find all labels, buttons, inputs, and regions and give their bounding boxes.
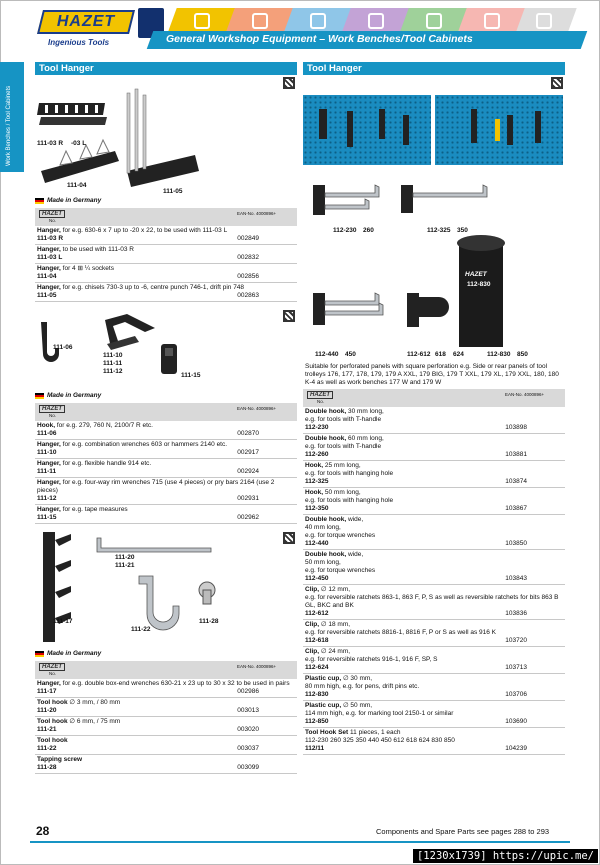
- page-title: General Workshop Equipment – Work Benches/Tool Cabinets: [166, 33, 473, 45]
- table-row: Plastic cup, ∅ 50 mm, 114 mm high, e.g. for marking tool 2150-1 or similar 112-850 103690: [303, 701, 565, 728]
- tagline: Ingenious Tools: [48, 38, 110, 47]
- label-111-10: 111-10: [103, 352, 123, 359]
- right-column: [303, 62, 565, 755]
- cup-number-label: 112-830: [467, 281, 491, 288]
- qr-code-icon: [283, 310, 295, 322]
- product-image-111-06: [35, 308, 297, 390]
- table-group-1: [35, 226, 297, 302]
- label-111-12: 111-12: [103, 368, 123, 375]
- right-section-title: Tool Hanger: [303, 62, 565, 75]
- side-tab: Work Benches / Tool Cabinets: [0, 62, 24, 172]
- label-618: 618: [435, 351, 446, 358]
- hanger-illustration-2: [35, 308, 297, 390]
- label-111-11: 111-11: [103, 360, 123, 367]
- page-number: 28: [36, 824, 50, 838]
- table-row: Tool hook ∅ 3 mm, / 80 mm 111-20 003013: [35, 698, 297, 717]
- table-header: HAZET No. EAN-No. 4000896+: [35, 208, 297, 226]
- label-111-17: 111-17: [53, 618, 73, 625]
- watermark: [1230x1739] https://upic.me/: [413, 849, 598, 863]
- table-row: Hanger, for e.g. 630-6 x 7 up to -20 x 22, to be used with 111-03 L 111-03 R 002849: [35, 226, 297, 245]
- table-group-2: [35, 421, 297, 524]
- german-flag-icon: [35, 198, 44, 204]
- brand-logo: HAZET Ingenious Tools: [40, 10, 132, 50]
- qr-code-icon: [283, 77, 295, 89]
- table-row: Hook, 25 mm long, e.g. for tools with hanging hole 112-325 103874: [303, 461, 565, 488]
- table-row: Tool hook 111-22 003037: [35, 736, 297, 755]
- table-row: Hanger, for e.g. tape measures 111-15 002962: [35, 505, 297, 524]
- hook-illustrations: [303, 75, 565, 347]
- label-03-l: -03 L: [71, 140, 87, 147]
- spare-parts-reference: Components and Spare Parts see pages 288 to 293: [376, 827, 550, 836]
- label-111-15: 111-15: [181, 372, 201, 379]
- label-111-20: 111-20: [115, 554, 135, 561]
- product-image-111-17: [35, 530, 297, 648]
- label-111-06: 111-06: [53, 344, 73, 351]
- table-row: Clip, ∅ 12 mm, e.g. for reversible ratchets 863-1, 863 F, P, S as well as reversible ratchets for bits 863 B GL, BKC and BK 112-612 103836: [303, 585, 565, 620]
- german-flag-icon: [35, 651, 44, 657]
- label-850: 850: [517, 351, 528, 358]
- table-row: Double hook, wide, 40 mm long, e.g. for torque wrenches 112-440 103850: [303, 515, 565, 550]
- table-row: Tapping screw 111-28 003099: [35, 755, 297, 774]
- table-row: Hanger, for e.g. combination wrenches 603 or hammers 2140 etc. 111-10 002917: [35, 440, 297, 459]
- table-header: HAZET No. EAN-No. 4000896+: [303, 389, 565, 407]
- table-row: Tool Hook Set 11 pieces, 1 each 112-230 260 325 350 440 450 612 618 624 830 850 112/11 104239: [303, 728, 565, 755]
- label-112-325: 112-325: [427, 227, 451, 234]
- product-image-112: [303, 75, 565, 358]
- label-260: 260: [363, 227, 374, 234]
- table-row: Double hook, 60 mm long, e.g. for tools with T-handle 112-260 103881: [303, 434, 565, 461]
- made-in-germany: Made in Germany: [35, 392, 297, 399]
- label-450: 450: [345, 351, 356, 358]
- label-111-04: 111-04: [67, 182, 87, 189]
- table-header: HAZET No. EAN-No. 4000896+: [35, 403, 297, 421]
- german-flag-icon: [35, 393, 44, 399]
- table-row: Hook, 50 mm long, e.g. for tools with hanging hole 112-350 103867: [303, 488, 565, 515]
- table-row: Hanger, for e.g. double box-end wrenches 630-21 x 23 up to 30 x 32 to be used in pairs 111-17 002986: [35, 679, 297, 698]
- label-111-22: 111-22: [131, 626, 151, 633]
- left-section-title: Tool Hanger: [35, 62, 297, 75]
- table-row: Hanger, to be used with 111-03 R 111-03 L 002832: [35, 245, 297, 264]
- product-image-111-03: [35, 75, 297, 195]
- label-112-830: 112-830: [487, 351, 511, 358]
- table-row: Hanger, for 4 ⊞ ¼ sockets 111-04 002856: [35, 264, 297, 283]
- intro-text: Suitable for perforated panels with square perforation e.g. Side or rear panels of tool trolleys 176, 177, 178, 179, 179 A XXL, 179 BIG, 179 T XXL, 179 XL, 179 XXL, 180, 180 K-4 as well as work benches 177 W and 179 W: [305, 363, 559, 386]
- label-112-230: 112-230: [333, 227, 357, 234]
- table-row: Double hook, wide, 50 mm long, e.g. for torque wrenches 112-450 103843: [303, 550, 565, 585]
- table-row: Double hook, 30 mm long, e.g. for tools with T-handle 112-230 103898: [303, 407, 565, 434]
- label-111-03-r: 111-03 R: [37, 140, 64, 147]
- label-350: 350: [457, 227, 468, 234]
- made-in-germany: Made in Germany: [35, 650, 297, 657]
- table-row: Hook, for e.g. 279, 760 N, 2100/7 R etc. 111-06 002870: [35, 421, 297, 440]
- left-column: [35, 62, 297, 774]
- label-624: 624: [453, 351, 464, 358]
- table-row: Hanger, for e.g. chisels 730-3 up to -6, centre punch 746-1, drift pin 748 111-05 002863: [35, 283, 297, 302]
- footer-rule: [30, 841, 570, 843]
- table-row: Hanger, for e.g. flexible handle 914 etc. 111-11 002924: [35, 459, 297, 478]
- hanger-illustration-3: [35, 530, 297, 648]
- table-row: Clip, ∅ 24 mm, e.g. for reversible ratchets 916-1, 916 F, SP, S 112-624 103713: [303, 647, 565, 674]
- table-row: Plastic cup, ∅ 30 mm, 80 mm high, e.g. for pens, drift pins etc. 112-830 103706: [303, 674, 565, 701]
- label-111-05: 111-05: [163, 188, 183, 195]
- right-table: [303, 407, 565, 755]
- table-row: Tool hook ∅ 6 mm, / 75 mm 111-21 003020: [35, 717, 297, 736]
- label-112-440: 112-440: [315, 351, 339, 358]
- table-group-3: [35, 679, 297, 774]
- hanger-illustration-1: [35, 75, 297, 195]
- label-111-21: 111-21: [115, 562, 135, 569]
- table-header: HAZET No. EAN-No. 4000896+: [35, 661, 297, 679]
- label-112-612: 112-612: [407, 351, 431, 358]
- table-row: Clip, ∅ 18 mm, e.g. for reversible ratchets 8816-1, 8816 F, P or S as well as 916 K 112-618 103720: [303, 620, 565, 647]
- table-row: Hanger, for e.g. four-way rim wrenches 715 (use 4 pieces) or pry bars 2164 (use 2 pieces) 111-12 002931: [35, 478, 297, 505]
- made-in-germany: Made in Germany: [35, 197, 297, 204]
- cup-brand-label: HAZET: [465, 271, 487, 278]
- label-111-28: 111-28: [199, 618, 219, 625]
- qr-code-icon: [283, 532, 295, 544]
